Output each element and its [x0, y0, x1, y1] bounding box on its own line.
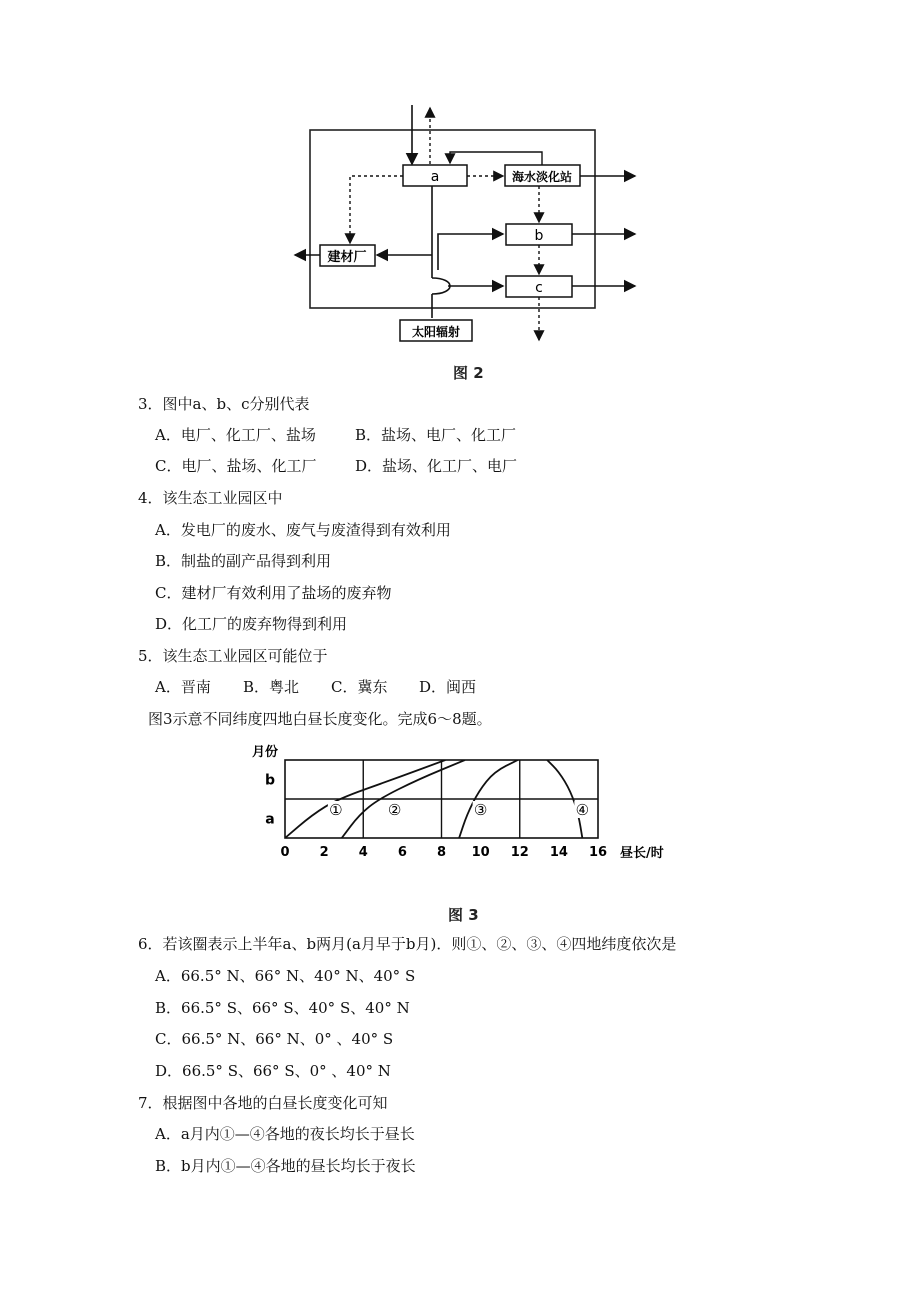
chart-ylabel: 月份	[252, 745, 279, 760]
chart-xtick-10: 10	[471, 845, 490, 860]
q6-option-c: C．66.5° N、66° N、0° 、40° S	[155, 1030, 394, 1048]
q5-option-b: B．粤北	[243, 678, 300, 696]
node-a-label: a	[430, 169, 440, 185]
q5-option-d: D．闽西	[419, 678, 477, 696]
q6-option-a: A．66.5° N、66° N、40° N、40° S	[155, 967, 416, 985]
chart-series-label-4	[574, 801, 590, 819]
node-desal-label: 海水淡化站	[511, 170, 573, 184]
chart-xtick-8: 8	[436, 845, 447, 860]
chart-xtick-16: 16	[588, 845, 608, 860]
chart-series-label-2	[387, 801, 403, 819]
node-solar-label: 太阳辐射	[411, 325, 461, 339]
node-c-label: c	[535, 280, 543, 296]
q4-option-c: C．建材厂有效利用了盐场的废弃物	[155, 584, 392, 602]
q7-option-b: B．b月内①—④各地的昼长均长于夜长	[155, 1157, 416, 1175]
svg-text:①: ①	[329, 801, 343, 819]
q4-option-d: D．化工厂的废弃物得到利用	[155, 615, 348, 633]
q6-stem: 6．若该圈表示上半年a、b两月(a月早于b月)．则①、②、③、④四地纬度依次是	[138, 935, 677, 953]
figure-3-chart	[240, 738, 700, 870]
svg-text:④: ④	[575, 801, 590, 819]
q5-options-row	[155, 677, 476, 697]
q4-option-a: A．发电厂的废水、废气与废渣得到有效利用	[155, 521, 451, 539]
chart-series-label-1	[328, 801, 344, 819]
q3-option-c: C．电厂、盐场、化工厂	[155, 457, 317, 475]
q3-options-row-1	[155, 425, 516, 445]
figure-2-caption: 图 2	[453, 364, 484, 382]
q3-option-b: B．盐场、电厂、化工厂	[355, 426, 517, 444]
chart-xtick-0: 0	[280, 845, 290, 860]
q7-stem: 7．根据图中各地的白昼长度变化可知	[138, 1094, 388, 1112]
q6-option-b: B．66.5° S、66° S、40° S、40° N	[155, 999, 410, 1017]
q5-option-a: A．晋南	[155, 678, 211, 696]
chart-xtick-12: 12	[510, 845, 529, 860]
q4-option-b: B．制盐的副产品得到利用	[155, 552, 332, 570]
q5-option-c: C．冀东	[331, 678, 388, 696]
q6-option-d: D．66.5° S、66° S、0° 、40° N	[155, 1062, 391, 1080]
q5-stem: 5．该生态工业园区可能位于	[138, 647, 328, 665]
figure-3-caption: 图 3	[448, 906, 479, 924]
figure-2-diagram	[280, 100, 660, 355]
intro-6-8: 图3示意不同纬度四地白昼长度变化。完成6～8题。	[148, 710, 492, 728]
q3-options-row-2	[155, 456, 517, 476]
q3-stem: 3．图中a、b、c分别代表	[138, 395, 310, 413]
chart-xtick-6: 6	[397, 845, 407, 860]
q4-stem: 4．该生态工业园区中	[138, 489, 283, 507]
node-building-label: 建材厂	[327, 250, 367, 265]
chart-ytick-a: a	[265, 811, 275, 828]
q7-option-a: A．a月内①—④各地的夜长均长于昼长	[155, 1125, 415, 1143]
chart-xtick-2: 2	[319, 845, 329, 860]
chart-xtick-14: 14	[549, 845, 568, 860]
chart-xlabel: 昼长/时	[620, 846, 664, 861]
q3-option-d: D．盐场、化工厂、电厂	[355, 457, 518, 475]
chart-xtick-4: 4	[358, 845, 368, 860]
node-b-label: b	[534, 228, 544, 244]
q3-option-a: A．电厂、化工厂、盐场	[155, 426, 316, 444]
chart-ytick-b: b	[264, 772, 276, 789]
svg-text:③: ③	[473, 801, 488, 819]
chart-series-label-3	[473, 801, 489, 819]
svg-text:②: ②	[387, 801, 402, 819]
